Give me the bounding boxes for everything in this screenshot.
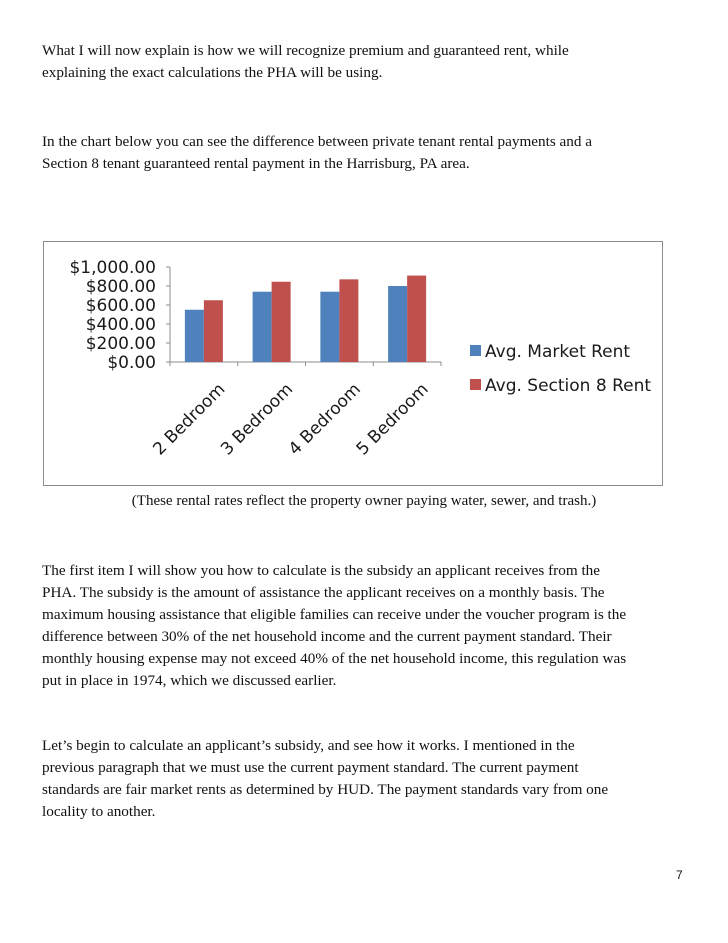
- legend-swatch: [470, 379, 481, 390]
- text-line: maximum housing assistance that eligible families can receive under the voucher program is the: [42, 606, 627, 623]
- paragraph-subsidy: [42, 560, 692, 692]
- text-line: previous paragraph that we must use the current payment standard. The current payment: [42, 759, 579, 776]
- y-tick-label: $200.00: [85, 334, 156, 354]
- rent-chart: [43, 241, 663, 486]
- y-tick-label: $1,000.00: [69, 258, 156, 278]
- legend-label: Avg. Section 8 Rent: [485, 376, 652, 396]
- text-line: explaining the exact calculations the PHA will be using.: [42, 64, 383, 81]
- bar-section8-rent: [339, 279, 358, 362]
- bar-section8-rent: [204, 300, 223, 362]
- chart-canvas: [44, 242, 664, 487]
- text-line: The first item I will show you how to calculate is the subsidy an applicant receives from the: [42, 562, 600, 579]
- bar-market-rent: [388, 286, 407, 362]
- x-category-label: 5 Bedroom: [352, 379, 433, 460]
- bar-market-rent: [253, 292, 272, 362]
- bar-market-rent: [185, 310, 204, 362]
- page-number: 7: [676, 868, 683, 882]
- text-line: difference between 30% of the net household income and the current payment standard. Their: [42, 628, 612, 645]
- text-line: In the chart below you can see the difference between private tenant rental payments and a: [42, 133, 593, 150]
- y-tick-label: $400.00: [85, 315, 156, 335]
- text-line: Section 8 tenant guaranteed rental payment in the Harrisburg, PA area.: [42, 155, 470, 172]
- x-category-label: 4 Bedroom: [284, 379, 365, 460]
- text-line: standards are fair market rents as determined by HUD. The payment standards vary from one: [42, 781, 609, 798]
- text-line: monthly housing expense may not exceed 40% of the net household income, this regulation was: [42, 650, 627, 667]
- text-line: locality to another.: [42, 803, 156, 820]
- y-tick-label: $0.00: [107, 353, 156, 373]
- legend-label: Avg. Market Rent: [485, 342, 631, 362]
- text-line: PHA. The subsidy is the amount of assistance the applicant receives on a monthly basis. The: [42, 584, 605, 601]
- text-line: What I will now explain is how we will recognize premium and guaranteed rent, while: [42, 42, 569, 59]
- x-category-label: 3 Bedroom: [217, 379, 298, 460]
- bar-section8-rent: [407, 276, 426, 362]
- text-line: Let’s begin to calculate an applicant’s subsidy, and see how it works. I mentioned in the: [42, 737, 575, 754]
- y-tick-label: $600.00: [85, 296, 156, 316]
- paragraph-intro: [42, 40, 692, 84]
- bar-market-rent: [320, 292, 339, 362]
- text-line: put in place in 1974, which we discussed earlier.: [42, 672, 337, 689]
- bar-section8-rent: [272, 282, 291, 362]
- paragraph-calculation: [42, 735, 692, 823]
- paragraph-chart-intro: [42, 131, 692, 175]
- x-category-label: 2 Bedroom: [149, 379, 230, 460]
- chart-caption: (These rental rates reflect the property owner paying water, sewer, and trash.): [131, 493, 597, 509]
- y-tick-label: $800.00: [85, 277, 156, 297]
- legend-swatch: [470, 345, 481, 356]
